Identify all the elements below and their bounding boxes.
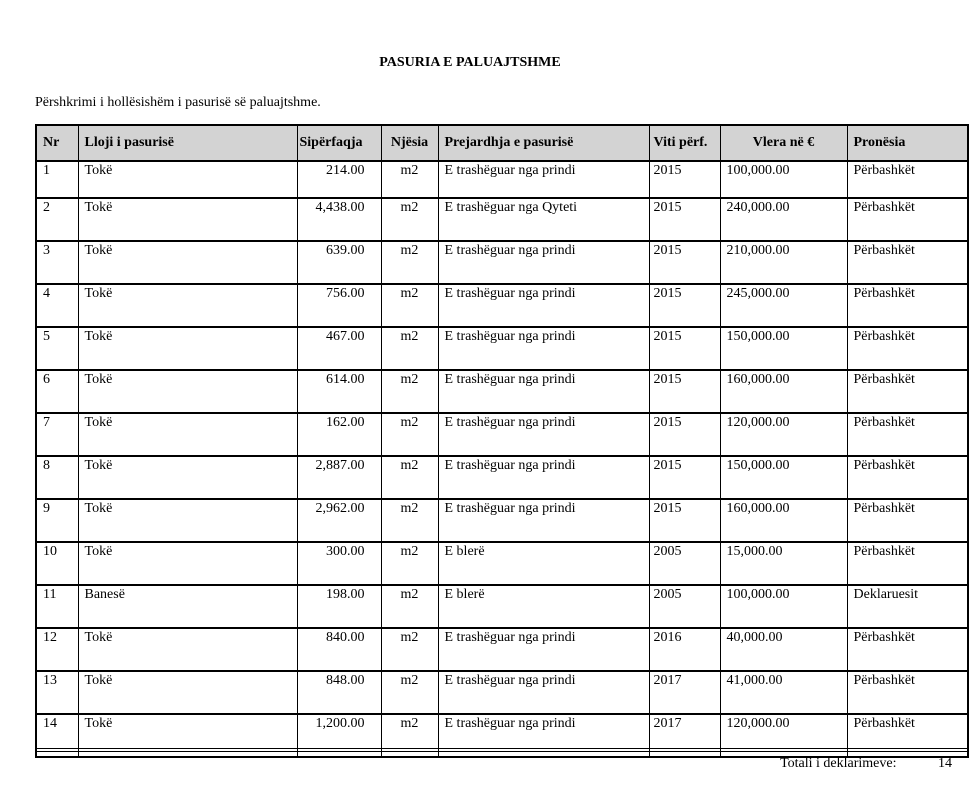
cell-ownership: Përbashkët xyxy=(847,542,968,585)
table-row xyxy=(36,327,968,370)
cell-area: 848.00 xyxy=(297,671,381,714)
cell-type: Tokë xyxy=(78,327,297,370)
cell-ownership: Përbashkët xyxy=(847,671,968,714)
cell-unit: m2 xyxy=(381,456,438,499)
table-bottom-border xyxy=(35,748,967,752)
table-row xyxy=(36,542,968,585)
table-row xyxy=(36,499,968,542)
cell-area: 614.00 xyxy=(297,370,381,413)
section-description: Përshkrimi i hollësishëm i pasurisë së paluajtshme. xyxy=(35,95,321,110)
cell-value: 120,000.00 xyxy=(720,413,847,456)
cell-area: 162.00 xyxy=(297,413,381,456)
cell-year: 2005 xyxy=(649,585,720,628)
cell-area: 198.00 xyxy=(297,585,381,628)
cell-ownership: Përbashkët xyxy=(847,241,968,284)
cell-year: 2015 xyxy=(649,198,720,241)
cell-nr: 7 xyxy=(36,413,78,456)
table-row xyxy=(36,198,968,241)
cell-nr: 6 xyxy=(36,370,78,413)
cell-value: 150,000.00 xyxy=(720,456,847,499)
cell-origin: E trashëguar nga prindi xyxy=(438,413,649,456)
cell-nr: 4 xyxy=(36,284,78,327)
cell-ownership: Përbashkët xyxy=(847,370,968,413)
cell-type: Tokë xyxy=(78,370,297,413)
header-area: Sipërfaqja xyxy=(297,125,381,161)
property-table xyxy=(35,124,969,758)
cell-year: 2005 xyxy=(649,542,720,585)
cell-area: 1,200.00 xyxy=(297,714,381,757)
cell-unit: m2 xyxy=(381,284,438,327)
header-type: Lloji i pasurisë xyxy=(78,125,297,161)
cell-type: Tokë xyxy=(78,413,297,456)
table-row xyxy=(36,456,968,499)
cell-year: 2015 xyxy=(649,499,720,542)
cell-value: 100,000.00 xyxy=(720,161,847,198)
cell-year: 2015 xyxy=(649,161,720,198)
cell-unit: m2 xyxy=(381,628,438,671)
cell-ownership: Përbashkët xyxy=(847,161,968,198)
cell-year: 2015 xyxy=(649,284,720,327)
cell-value: 15,000.00 xyxy=(720,542,847,585)
cell-ownership: Përbashkët xyxy=(847,327,968,370)
cell-unit: m2 xyxy=(381,241,438,284)
cell-ownership: Përbashkët xyxy=(847,198,968,241)
cell-area: 756.00 xyxy=(297,284,381,327)
cell-unit: m2 xyxy=(381,542,438,585)
table-row xyxy=(36,628,968,671)
cell-nr: 14 xyxy=(36,714,78,757)
cell-unit: m2 xyxy=(381,370,438,413)
header-unit: Njësia xyxy=(381,125,438,161)
cell-area: 2,962.00 xyxy=(297,499,381,542)
cell-origin: E trashëguar nga prindi xyxy=(438,241,649,284)
cell-origin: E trashëguar nga prindi xyxy=(438,370,649,413)
cell-type: Tokë xyxy=(78,499,297,542)
cell-nr: 8 xyxy=(36,456,78,499)
cell-value: 245,000.00 xyxy=(720,284,847,327)
cell-value: 40,000.00 xyxy=(720,628,847,671)
cell-type: Tokë xyxy=(78,284,297,327)
page-title: PASURIA E PALUAJTSHME xyxy=(379,55,561,70)
cell-type: Tokë xyxy=(78,628,297,671)
cell-nr: 11 xyxy=(36,585,78,628)
table-header-row xyxy=(36,125,968,161)
cell-origin: E trashëguar nga prindi xyxy=(438,628,649,671)
cell-nr: 13 xyxy=(36,671,78,714)
cell-unit: m2 xyxy=(381,671,438,714)
header-nr: Nr xyxy=(36,125,78,161)
cell-type: Tokë xyxy=(78,671,297,714)
cell-ownership: Përbashkët xyxy=(847,628,968,671)
cell-origin: E blerë xyxy=(438,542,649,585)
cell-type: Tokë xyxy=(78,241,297,284)
cell-area: 4,438.00 xyxy=(297,198,381,241)
cell-year: 2016 xyxy=(649,628,720,671)
cell-ownership: Deklaruesit xyxy=(847,585,968,628)
cell-area: 639.00 xyxy=(297,241,381,284)
header-value: Vlera në € xyxy=(720,125,847,161)
cell-type: Tokë xyxy=(78,161,297,198)
cell-type: Tokë xyxy=(78,198,297,241)
total-label: Totali i deklarimeve: xyxy=(780,756,897,771)
table-row xyxy=(36,370,968,413)
header-ownership: Pronësia xyxy=(847,125,968,161)
cell-unit: m2 xyxy=(381,161,438,198)
cell-nr: 5 xyxy=(36,327,78,370)
header-origin: Prejardhja e pasurisë xyxy=(438,125,649,161)
cell-type: Tokë xyxy=(78,714,297,757)
cell-value: 150,000.00 xyxy=(720,327,847,370)
cell-area: 840.00 xyxy=(297,628,381,671)
cell-ownership: Përbashkët xyxy=(847,456,968,499)
cell-nr: 12 xyxy=(36,628,78,671)
cell-nr: 3 xyxy=(36,241,78,284)
cell-year: 2017 xyxy=(649,671,720,714)
cell-nr: 10 xyxy=(36,542,78,585)
cell-nr: 2 xyxy=(36,198,78,241)
cell-value: 160,000.00 xyxy=(720,370,847,413)
table-row xyxy=(36,671,968,714)
cell-year: 2017 xyxy=(649,714,720,757)
cell-unit: m2 xyxy=(381,585,438,628)
header-year: Viti përf. xyxy=(649,125,720,161)
cell-origin: E trashëguar nga prindi xyxy=(438,456,649,499)
table-row xyxy=(36,413,968,456)
cell-unit: m2 xyxy=(381,327,438,370)
cell-value: 240,000.00 xyxy=(720,198,847,241)
cell-nr: 9 xyxy=(36,499,78,542)
cell-year: 2015 xyxy=(649,413,720,456)
cell-year: 2015 xyxy=(649,456,720,499)
cell-origin: E trashëguar nga Qyteti xyxy=(438,198,649,241)
cell-origin: E trashëguar nga prindi xyxy=(438,327,649,370)
cell-year: 2015 xyxy=(649,370,720,413)
cell-unit: m2 xyxy=(381,198,438,241)
cell-ownership: Përbashkët xyxy=(847,284,968,327)
cell-unit: m2 xyxy=(381,413,438,456)
cell-type: Banesë xyxy=(78,585,297,628)
cell-area: 300.00 xyxy=(297,542,381,585)
cell-unit: m2 xyxy=(381,714,438,757)
cell-origin: E trashëguar nga prindi xyxy=(438,671,649,714)
cell-origin: E trashëguar nga prindi xyxy=(438,499,649,542)
cell-area: 2,887.00 xyxy=(297,456,381,499)
cell-value: 41,000.00 xyxy=(720,671,847,714)
cell-year: 2015 xyxy=(649,241,720,284)
table-row xyxy=(36,585,968,628)
total-value: 14 xyxy=(938,756,952,771)
cell-nr: 1 xyxy=(36,161,78,198)
cell-value: 160,000.00 xyxy=(720,499,847,542)
total-declarations xyxy=(780,756,952,772)
table-row xyxy=(36,284,968,327)
cell-ownership: Përbashkët xyxy=(847,499,968,542)
cell-origin: E trashëguar nga prindi xyxy=(438,284,649,327)
table-row xyxy=(36,161,968,198)
cell-type: Tokë xyxy=(78,456,297,499)
cell-origin: E trashëguar nga prindi xyxy=(438,161,649,198)
cell-area: 214.00 xyxy=(297,161,381,198)
cell-ownership: Përbashkët xyxy=(847,413,968,456)
cell-value: 120,000.00 xyxy=(720,714,847,757)
cell-year: 2015 xyxy=(649,327,720,370)
cell-origin: E blerë xyxy=(438,585,649,628)
cell-value: 100,000.00 xyxy=(720,585,847,628)
cell-type: Tokë xyxy=(78,542,297,585)
cell-origin: E trashëguar nga prindi xyxy=(438,714,649,757)
cell-area: 467.00 xyxy=(297,327,381,370)
table-row xyxy=(36,241,968,284)
cell-ownership: Përbashkët xyxy=(847,714,968,757)
cell-unit: m2 xyxy=(381,499,438,542)
cell-value: 210,000.00 xyxy=(720,241,847,284)
